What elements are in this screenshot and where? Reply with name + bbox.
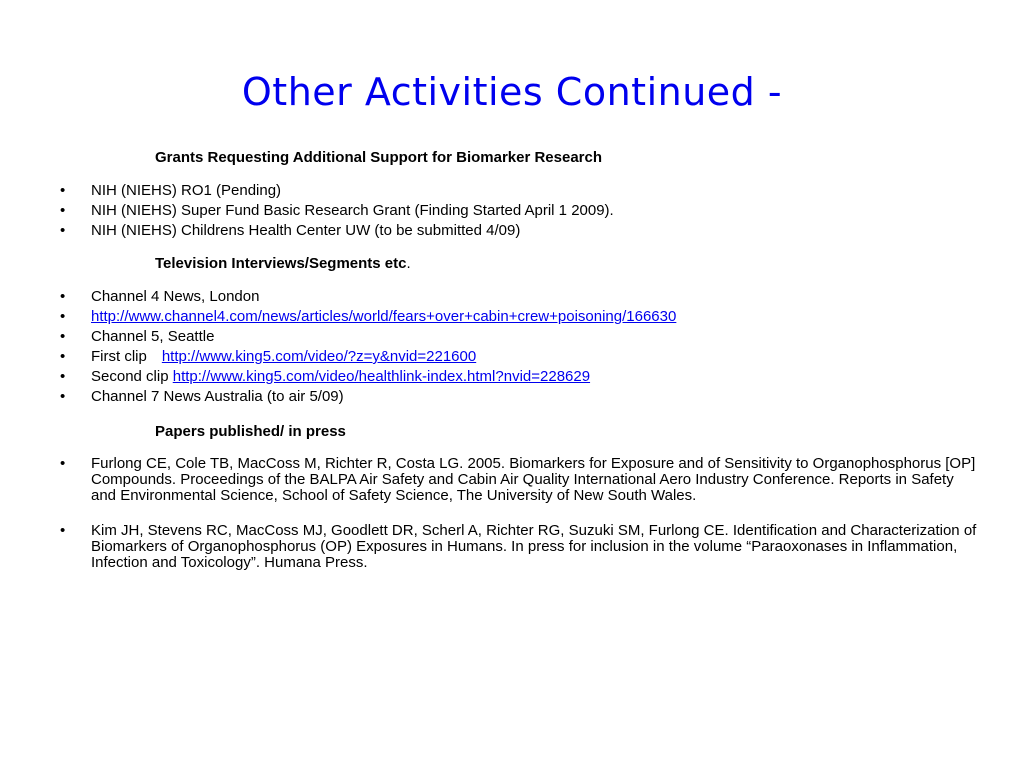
tv-heading-suffix: . (406, 255, 411, 272)
bullet-icon: • (60, 368, 66, 385)
list-item (60, 181, 980, 201)
tv-list (60, 287, 980, 407)
channel5-text: Channel 5, Seattle (91, 328, 215, 345)
grant-item-text: NIH (NIEHS) Super Fund Basic Research Grant (Finding Started April 1 2009). (91, 202, 614, 219)
list-item (60, 367, 980, 387)
bullet-icon: • (60, 348, 66, 365)
channel4-text: Channel 4 News, London (91, 288, 260, 305)
second-clip-label: Second clip (91, 368, 169, 385)
slide-content (60, 148, 980, 571)
paper-citation: Furlong CE, Cole TB, MacCoss M, Richter R, Costa LG. 2005. Biomarkers for Exposure and of Sensitivity to Organophosphorus [OP] Compounds. Proceedings of the BALPA Air Safety and Cabin Air Quality International Aero Industry Conference. Reports in Safety and Environmental Science, School of Safety Science, The University of New South Wales. (91, 455, 976, 504)
bullet-icon: • (60, 308, 66, 325)
papers-list (60, 456, 980, 571)
list-item (60, 347, 980, 367)
list-item (60, 307, 980, 327)
bullet-icon: • (60, 182, 66, 199)
first-clip-label: First clip (91, 348, 147, 365)
bullet-icon: • (60, 288, 66, 305)
tv-heading (155, 254, 980, 274)
grant-item-text: NIH (NIEHS) RO1 (Pending) (91, 182, 282, 199)
grant-item-text: NIH (NIEHS) Childrens Health Center UW (to be submitted 4/09) (91, 222, 521, 239)
paper-citation: Kim JH, Stevens RC, MacCoss MJ, Goodlett DR, Scherl A, Richter RG, Suzuki SM, Furlong CE. Identification and Characterization of Biomarkers of Organophosphorus (OP) Exposures in Humans. In press for inclusion in the volume “Paraoxonases in Inflammation, Infection and Toxicology”. Humana Press. (91, 522, 977, 571)
bullet-icon: • (60, 328, 66, 345)
grants-heading: Grants Requesting Additional Support for Biomarker Research (155, 149, 603, 166)
list-item (60, 221, 980, 241)
bullet-icon: • (60, 455, 66, 472)
channel7-text: Channel 7 News Australia (to air 5/09) (91, 388, 344, 405)
tv-heading-text: Television Interviews/Segments etc (155, 255, 407, 272)
second-clip-link[interactable]: http://www.king5.com/video/healthlink-index.html?nvid=228629 (172, 368, 591, 385)
slide-title: Other Activities Continued - (241, 70, 783, 114)
list-item (60, 456, 980, 504)
list-item (60, 327, 980, 347)
list-item (60, 387, 980, 407)
channel4-link[interactable]: http://www.channel4.com/news/articles/world/fears+over+cabin+crew+poisoning/166630 (91, 308, 677, 325)
first-clip-link[interactable]: http://www.king5.com/video/?z=y&nvid=221600 (161, 348, 477, 365)
list-item (60, 201, 980, 221)
bullet-icon: • (60, 522, 66, 539)
bullet-icon: • (60, 388, 66, 405)
list-item (60, 287, 980, 307)
bullet-icon: • (60, 222, 66, 239)
papers-heading: Papers published/ in press (155, 423, 346, 440)
bullet-icon: • (60, 202, 66, 219)
grants-list (60, 181, 980, 241)
list-item (60, 523, 980, 571)
